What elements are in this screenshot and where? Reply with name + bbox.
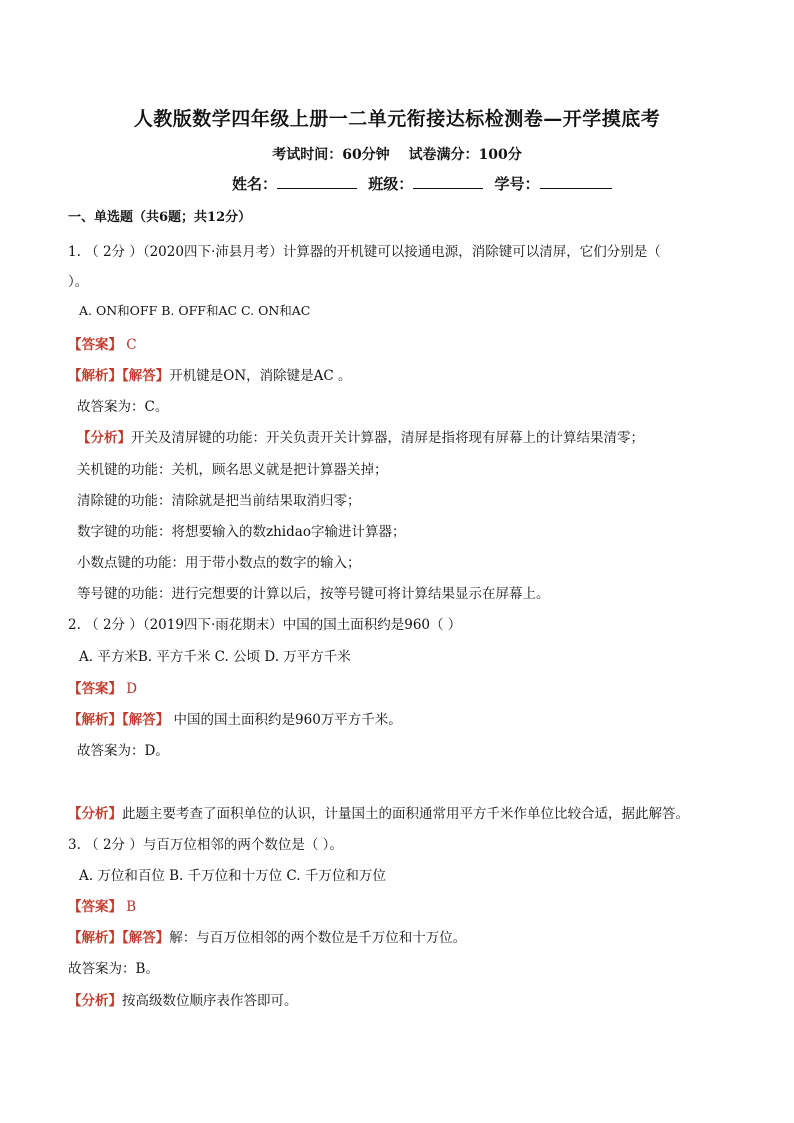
- solution-label: 【解析】【解答】: [68, 712, 170, 728]
- full-score: 试卷满分：100分: [408, 147, 522, 163]
- analysis-label: 【分析】: [68, 993, 122, 1009]
- analysis-line: 清除键的功能：清除就是把当前结果取消归零；: [77, 493, 361, 509]
- answer-label: 【答案】: [68, 681, 122, 697]
- analysis-text: 按高级数位顺序表作答即可。: [122, 993, 298, 1009]
- question-2-conclusion: 故答案为：D。: [77, 743, 169, 759]
- section-heading: 一、单选题（共6题；共12分）: [68, 210, 252, 225]
- answer-value: B: [126, 899, 137, 915]
- question-1-answer: [68, 333, 137, 353]
- question-3-options: A. 万位和百位 B. 千万位和十万位 C. 千万位和万位: [79, 868, 386, 884]
- class-blank[interactable]: [413, 174, 483, 189]
- question-3-conclusion: 故答案为：B。: [68, 961, 159, 977]
- question-2-answer: [68, 677, 137, 697]
- question-3-answer: [68, 895, 136, 915]
- solution-label: 【解析】【解答】: [68, 930, 170, 946]
- analysis-label: 【分析】: [68, 806, 122, 822]
- question-3-stem: 3. （ 2分 ）与百万位相邻的两个数位是（ ）。: [68, 837, 343, 853]
- analysis-text: 此题主要考查了面积单位的认识，计量国土的面积通常用平方千米作单位比较合适，据此解答。: [122, 806, 689, 822]
- question-1-options: A. ON和OFF B. OFF和AC C. ON和AC: [79, 303, 311, 318]
- solution-text: 解：与百万位相邻的两个数位是千万位和十万位。: [169, 930, 467, 946]
- question-2-stem: 2. （ 2分 ）（2019四下·雨花期末）中国的国土面积约是960（ ）: [68, 617, 462, 633]
- analysis-line: 小数点键的功能：用于带小数点的数字的输入；: [77, 555, 361, 571]
- question-2-options: A. 平方米B. 平方千米 C. 公顷 D. 万平方千米: [79, 649, 351, 665]
- solution-text: 中国的国土面积约是960万平方千米。: [169, 712, 402, 728]
- student-info-line: [232, 173, 618, 194]
- answer-label: 【答案】: [68, 899, 122, 915]
- question-1-solution: [68, 364, 352, 384]
- analysis-line: 等号键的功能：进行完想要的计算以后，按等号键可将计算结果显示在屏幕上。: [77, 586, 550, 602]
- analysis-line: 数字键的功能：将想要输入的数zhidao字输进计算器；: [77, 524, 406, 540]
- analysis-label: 【分析】: [77, 430, 131, 446]
- page-title: 人教版数学四年级上册一二单元衔接达标检测卷—开学摸底考: [133, 108, 661, 130]
- question-1-stem: 1. （ 2分 ）（2020四下·沛县月考）计算器的开机键可以接通电源，消除键可以清屏，它们分别是（: [68, 244, 661, 260]
- analysis-text: 开关及清屏键的功能：开关负责开关计算器，清屏是指将现有屏幕上的计算结果清零；: [131, 430, 644, 446]
- id-label: 学号：: [494, 175, 540, 193]
- id-blank[interactable]: [540, 174, 612, 189]
- exam-time: 考试时间：60分钟: [272, 147, 390, 163]
- solution-label: 【解析】【解答】: [68, 368, 170, 384]
- analysis-line: 关机键的功能：关机，顾名思义就是把计算器关掉；: [77, 462, 388, 478]
- name-label: 姓名：: [232, 175, 278, 193]
- answer-value: C: [126, 337, 137, 353]
- question-2-solution: [68, 708, 402, 728]
- question-1-conclusion: 故答案为：C。: [77, 399, 169, 415]
- answer-label: 【答案】: [68, 337, 122, 353]
- answer-value: D: [126, 681, 138, 697]
- question-2-analysis: [68, 802, 689, 822]
- question-1-analysis: [77, 426, 644, 446]
- solution-text: 开机键是ON，消除键是AC 。: [169, 368, 352, 384]
- question-3-analysis: [68, 989, 298, 1009]
- question-1-stem-cont: ）。: [68, 274, 89, 290]
- name-blank[interactable]: [277, 174, 357, 189]
- class-label: 班级：: [368, 175, 414, 193]
- exam-info: [0, 144, 794, 164]
- question-3-solution: [68, 926, 466, 946]
